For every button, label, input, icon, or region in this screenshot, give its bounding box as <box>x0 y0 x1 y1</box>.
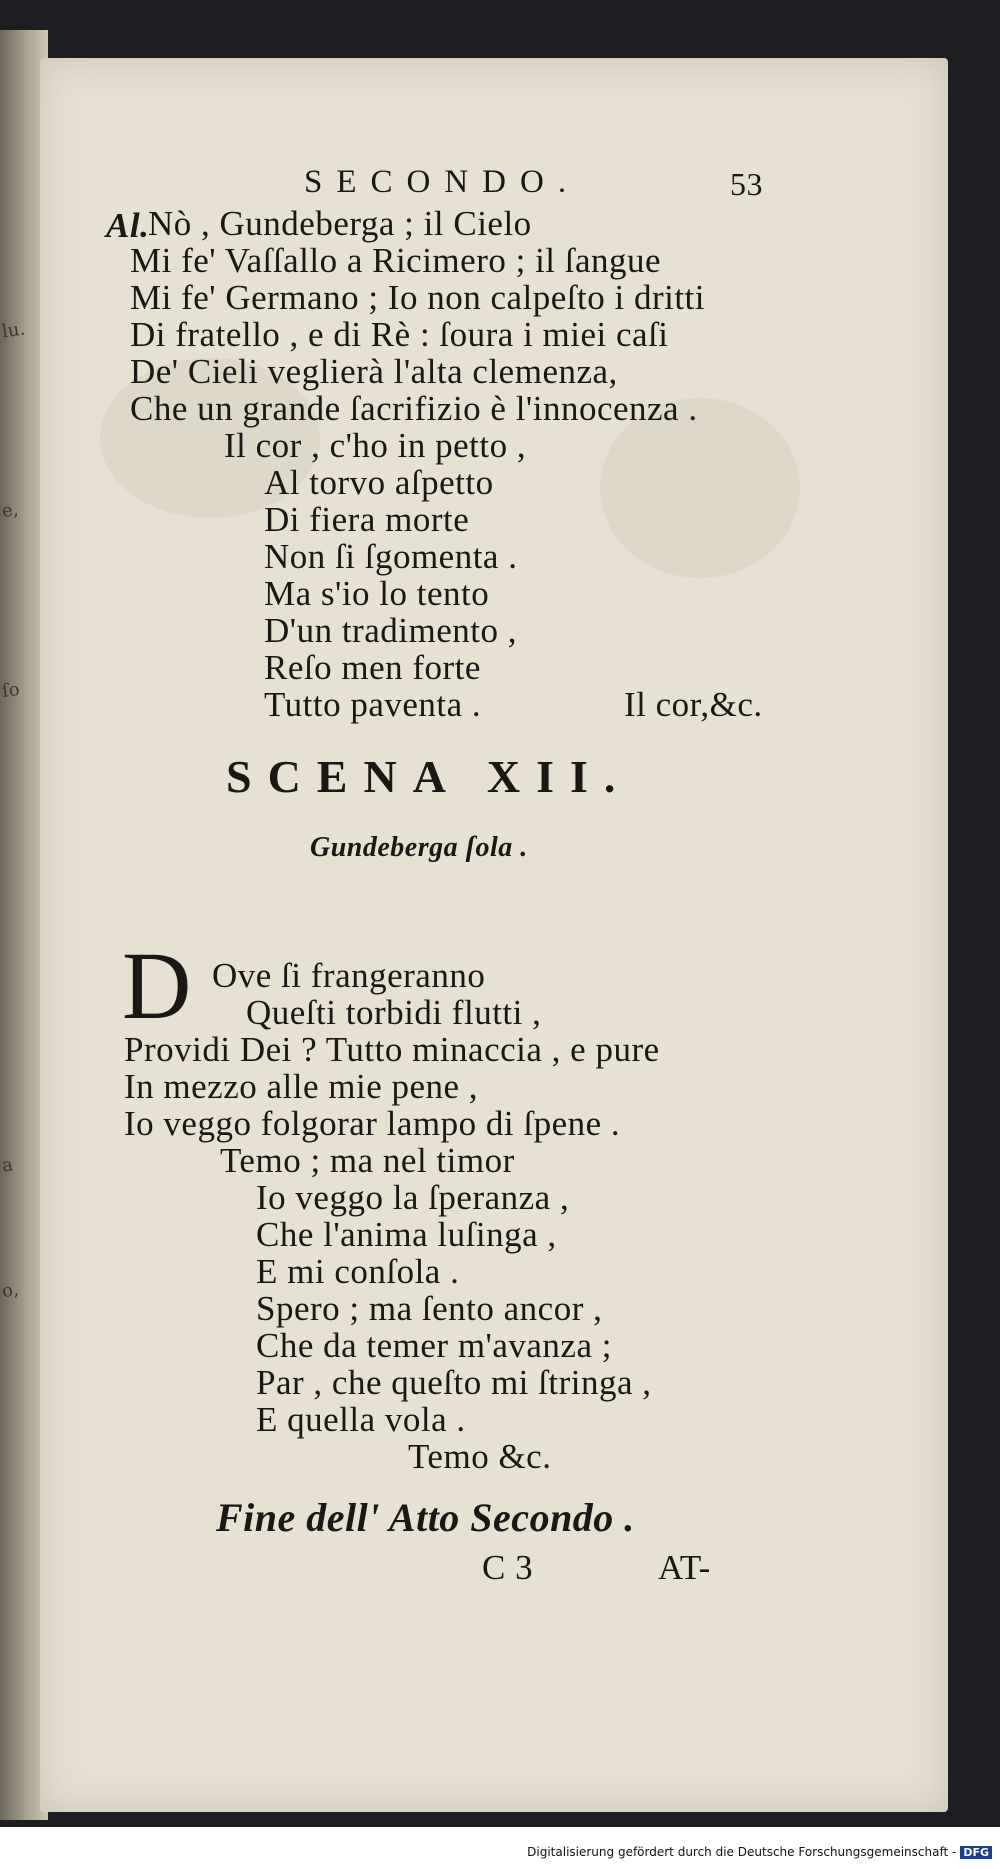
aria-line: Spero ; ma ſento ancor , <box>256 1289 603 1328</box>
da-capo-mark: Il cor,&c. <box>624 685 763 724</box>
aria-line: Temo ; ma nel timor <box>220 1141 515 1180</box>
catchword: AT- <box>658 1548 711 1587</box>
recitative-line: In mezzo alle mie pene , <box>124 1067 479 1106</box>
digitization-credit <box>527 1845 992 1859</box>
signature-mark: C 3 <box>482 1548 534 1587</box>
aria-line: Reſo men forte <box>264 648 481 687</box>
aria-line: Di fiera morte <box>264 500 470 539</box>
facing-page-fragment: e, <box>0 498 20 523</box>
facing-page-fragment: a <box>0 1154 15 1177</box>
aria-line: Ma s'io lo tento <box>264 574 490 613</box>
running-head: SECONDO. <box>304 164 581 200</box>
footer-bar <box>0 1827 1000 1869</box>
aria-line: Che l'anima luſinga , <box>256 1215 557 1254</box>
aria-line: D'un tradimento , <box>264 611 517 650</box>
recitative-line: Queſti torbidi flutti , <box>246 993 542 1032</box>
aria-line: Che da temer m'avanza ; <box>256 1326 612 1365</box>
verse-line: De' Cieli veglierà l'alta clemenza, <box>130 352 618 391</box>
aria-line: Par , che queſto mi ſtringa , <box>256 1363 652 1402</box>
act-end-note: Fine dell' Atto Secondo . <box>216 1495 635 1540</box>
scene-title: SCENA XII. <box>226 751 632 802</box>
verse-line: Mi fe' Germano ; Io non calpeſto i dritti <box>130 278 705 317</box>
aria-line: Io veggo la ſperanza , <box>256 1178 570 1217</box>
da-capo-mark: Temo &c. <box>408 1437 552 1476</box>
aria-line: Il cor , c'ho in petto , <box>224 426 527 465</box>
facing-page-fragment: lu. <box>0 318 27 343</box>
speaker-label: Al. <box>106 206 150 245</box>
aria-line: E quella vola . <box>256 1400 466 1439</box>
character-note: Gundeberga ſola . <box>310 832 528 863</box>
facing-page-fragment: ſo <box>0 678 21 703</box>
recitative-line: Io veggo folgorar lampo di ſpene . <box>124 1104 621 1143</box>
recitative-line: Ove ſi frangeranno <box>212 956 486 995</box>
facing-page-fragment: o, <box>0 1278 20 1303</box>
credit-text: Digitalisierung gefördert durch die Deutsche Forschungsgemeinschaft - <box>527 1845 957 1859</box>
recitative-line: Providi Dei ? Tutto minaccia , e pure <box>124 1030 660 1069</box>
verse-line: Mi fe' Vaſſallo a Ricimero ; il ſangue <box>130 241 662 280</box>
aria-line: Al torvo aſpetto <box>264 463 494 502</box>
aria-line: Non ſi ſgomenta . <box>264 537 518 576</box>
aria-line: E mi conſola . <box>256 1252 460 1291</box>
verse-line: Che un grande ſacrifizio è l'innocenza . <box>130 389 698 428</box>
verse-line: Di fratello , e di Rè : ſoura i miei caſi <box>130 315 669 354</box>
dfg-logo: DFG <box>960 1846 992 1859</box>
aria-line: Tutto paventa . <box>264 685 482 724</box>
page-number: 53 <box>730 166 763 202</box>
drop-cap: D <box>122 932 192 1039</box>
verse-line: Nò , Gundeberga ; il Cielo <box>148 204 532 243</box>
book-page <box>40 58 948 1812</box>
